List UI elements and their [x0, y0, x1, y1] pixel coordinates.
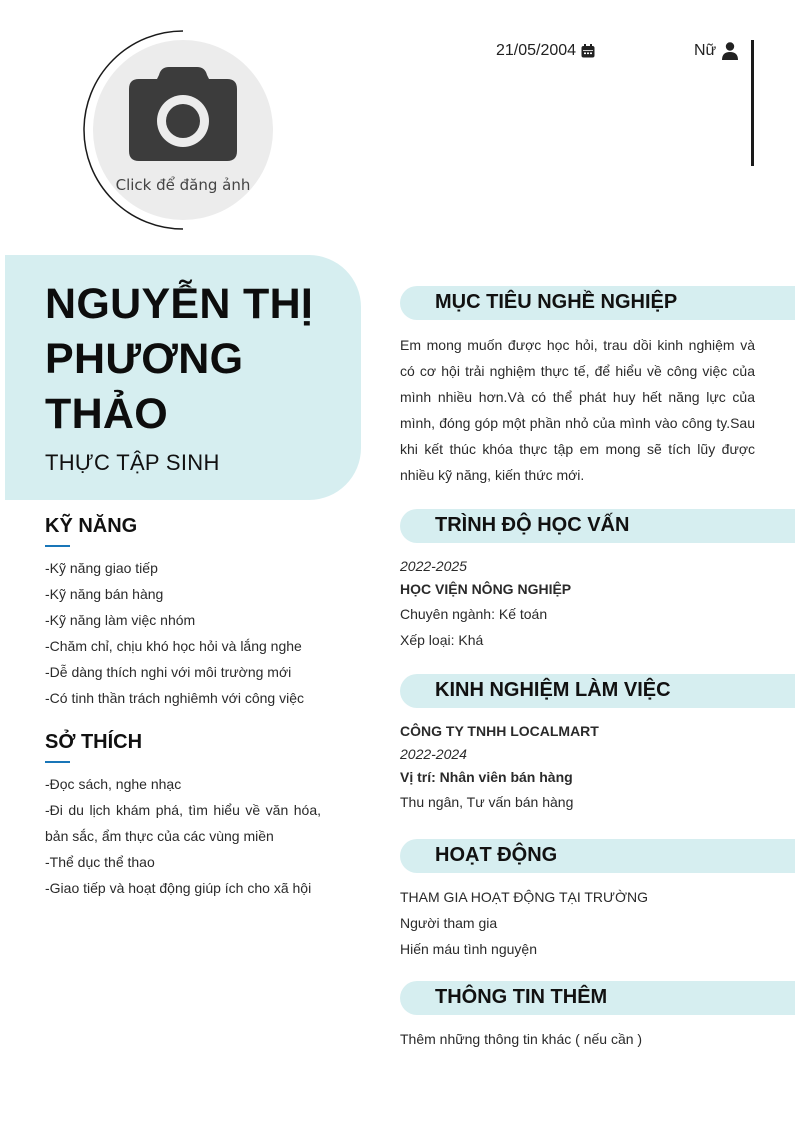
education-period: 2022-2025 [400, 558, 467, 574]
list-item: -Giao tiếp và hoạt động giúp ích cho xã hội [45, 880, 312, 896]
activities-heading: HOẠT ĐỘNG [435, 844, 558, 866]
hobbies-heading: SỞ THÍCH [45, 731, 143, 753]
activities-entry [400, 884, 755, 962]
name-panel [5, 255, 361, 500]
experience-heading: KINH NGHIỆM LÀM VIỆC [435, 679, 671, 701]
list-item: -Kỹ năng giao tiếp [45, 560, 158, 576]
education-heading: TRÌNH ĐỘ HỌC VẤN [435, 514, 630, 536]
additional-text: Thêm những thông tin khác ( nếu cần ) [400, 1031, 643, 1047]
activity-detail: Hiến máu tình nguyện [400, 941, 537, 957]
list-item: -Có tinh thần trách nghiêmh với công việc [45, 690, 304, 706]
avatar-upload-label: Click để đăng ảnh [115, 176, 251, 194]
experience-company: CÔNG TY TNHH LOCALMART [400, 723, 599, 739]
dob-value: 21/05/2004 [496, 42, 577, 59]
education-entry [400, 555, 755, 653]
hobbies-underline [45, 761, 70, 763]
avatar-upload[interactable] [83, 30, 283, 230]
experience-duties: Thu ngân, Tư vấn bán hàng [400, 794, 574, 810]
list-item: -Đọc sách, nghe nhạc [45, 776, 182, 792]
skills-heading: KỸ NĂNG [45, 515, 138, 537]
education-major: Chuyên ngành: Kế toán [400, 606, 548, 622]
activity-role: Người tham gia [400, 915, 498, 931]
objective-heading-bar [400, 286, 795, 320]
objective-text: Em mong muốn được học hỏi, trau dồi kinh nghiệm và có cơ hội trải nghiệm thực tế, để hiểu về công việc của mình nhiều hơn.Và có thể phát huy hết năng lực của mình, đóng góp một phần nhỏ của mình vào công ty.Sau khi kết thúc khóa thực tập em mong sẽ tích lũy được nhiều kỹ năng, kiến thức mới. [400, 337, 755, 483]
contact-divider [751, 40, 754, 166]
list-item: -Kỹ năng bán hàng [45, 586, 164, 602]
candidate-name: NGUYỄN THỊ PHƯƠNG THẢO [45, 280, 314, 438]
activities-heading-bar [400, 839, 795, 873]
job-title: THỰC TẬP SINH [45, 450, 220, 475]
experience-entry [400, 720, 755, 815]
calendar-icon [581, 44, 595, 58]
gender-value: Nữ [694, 42, 717, 59]
education-heading-bar [400, 509, 795, 543]
additional-heading-bar [400, 981, 795, 1015]
experience-heading-bar [400, 674, 795, 708]
activity-title: THAM GIA HOẠT ĐỘNG TẠI TRƯỜNG [400, 889, 648, 905]
skills-underline [45, 545, 70, 547]
hobbies-list [45, 771, 321, 901]
objective-heading: MỤC TIÊU NGHỀ NGHIỆP [435, 291, 678, 313]
list-item: -Dễ dàng thích nghi với môi trường mới [45, 664, 292, 680]
dob-field [496, 42, 595, 60]
list-item: -Đi du lịch khám phá, tìm hiểu về văn hóa, bản sắc, ẩm thực của các vùng miền [45, 802, 321, 844]
experience-position: Vị trí: Nhân viên bán hàng [400, 769, 573, 785]
education-school: HỌC VIỆN NÔNG NGHIỆP [400, 581, 572, 597]
list-item: -Chăm chỉ, chịu khó học hỏi và lắng nghe [45, 638, 302, 654]
person-icon [722, 42, 738, 60]
camera-icon [129, 67, 237, 161]
experience-period: 2022-2024 [400, 746, 467, 762]
avatar[interactable] [93, 40, 273, 220]
gender-field [694, 42, 738, 60]
hidden-contact-line [508, 116, 648, 126]
additional-heading: THÔNG TIN THÊM [435, 986, 608, 1008]
list-item: -Thể dục thể thao [45, 854, 155, 870]
list-item: -Kỹ năng làm việc nhóm [45, 612, 196, 628]
skills-list [45, 555, 321, 711]
education-grade: Xếp loại: Khá [400, 632, 484, 648]
